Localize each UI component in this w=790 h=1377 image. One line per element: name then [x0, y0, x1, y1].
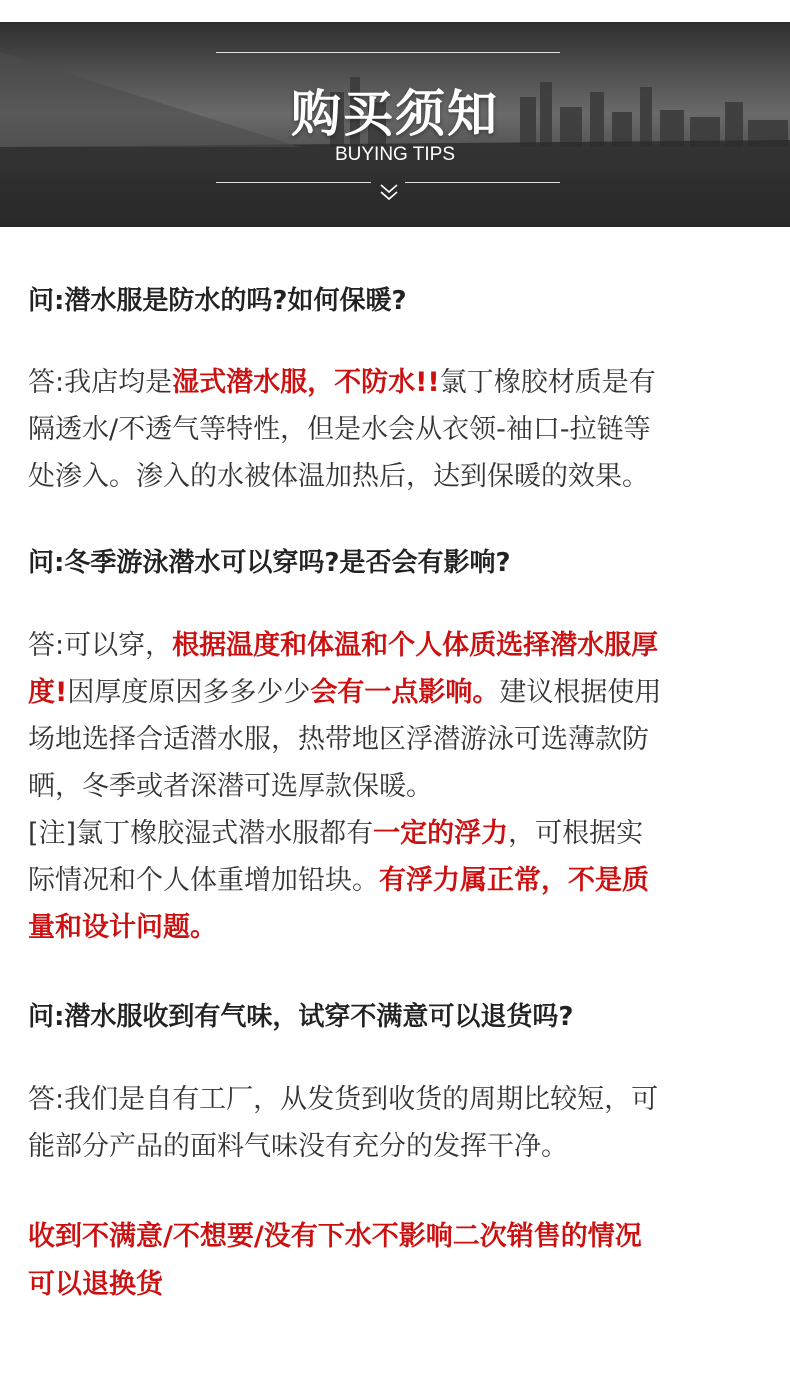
answer-text: 答:可以穿，	[28, 630, 173, 661]
header-divider-bottom-right	[405, 182, 560, 183]
highlight-text: 有浮力属正常，不是质	[379, 865, 649, 896]
faq-answer-1	[28, 359, 773, 500]
return-policy-line-1: 收到不满意/不想要/没有下水不影响二次销售的情况	[28, 1221, 642, 1252]
highlight-text: 根据温度和体温和个人体质选择潜水服厚	[172, 630, 659, 661]
double-chevron-down-icon	[376, 182, 402, 204]
answer-text: 际情况和个人体重增加铅块。	[28, 865, 379, 896]
faq-question-1: 问:潜水服是防水的吗?如何保暖?	[28, 286, 407, 316]
answer-text: 因厚度原因多多少少	[67, 677, 311, 708]
answer-line	[28, 359, 773, 406]
page-subtitle: BUYING TIPS	[334, 144, 455, 165]
highlight-text: 湿式潜水服，不防水!!	[172, 367, 440, 398]
answer-line	[28, 904, 773, 951]
highlight-text: 度!	[28, 677, 68, 708]
return-policy-line-2: 可以退换货	[28, 1269, 163, 1300]
highlight-text: 会有一点影响。	[310, 677, 500, 708]
answer-line	[28, 622, 773, 669]
answer-text: 场地选择合适潜水服，热带地区浮潜游泳可选薄款防	[28, 724, 649, 755]
faq-question-2: 问:冬季游泳潜水可以穿吗?是否会有影响?	[28, 548, 511, 578]
answer-line	[28, 857, 773, 904]
header-divider-bottom-left	[216, 182, 371, 183]
answer-line	[28, 406, 773, 453]
answer-line	[28, 669, 773, 716]
answer-line	[28, 810, 773, 857]
return-policy-note	[28, 1213, 773, 1309]
answer-text: 能部分产品的面料气味没有充分的发挥干净。	[28, 1131, 568, 1162]
answer-text: ，可根据实	[508, 818, 644, 849]
answer-text: 处渗入。渗入的水被体温加热后，达到保暖的效果。	[28, 461, 649, 492]
answer-line	[28, 453, 773, 500]
faq-answer-3	[28, 1076, 773, 1170]
answer-line	[28, 763, 773, 810]
highlight-text: 一定的浮力	[373, 818, 509, 849]
answer-line	[28, 1123, 773, 1170]
answer-text: 答:我们是自有工厂，从发货到收货的周期比较短，可	[28, 1084, 659, 1115]
highlight-text: 量和设计问题。	[28, 912, 217, 943]
header-divider-top	[216, 52, 560, 53]
answer-text: 答:我店均是	[28, 367, 173, 398]
answer-line	[28, 716, 773, 763]
faq-answer-2	[28, 622, 773, 951]
answer-text: 晒，冬季或者深潜可选厚款保暖。	[28, 771, 433, 802]
answer-text: 隔透水/不透气等特性，但是水会从衣领-袖口-拉链等	[28, 414, 651, 445]
answer-text: 建议根据使用	[499, 677, 662, 708]
answer-text: [注]氯丁橡胶湿式潜水服都有	[28, 818, 374, 849]
header-banner	[0, 22, 790, 227]
page-title: 购买须知	[291, 85, 499, 143]
answer-line	[28, 1076, 773, 1123]
faq-question-3: 问:潜水服收到有气味，试穿不满意可以退货吗?	[28, 1002, 574, 1032]
answer-text: 氯丁橡胶材质是有	[439, 367, 656, 398]
